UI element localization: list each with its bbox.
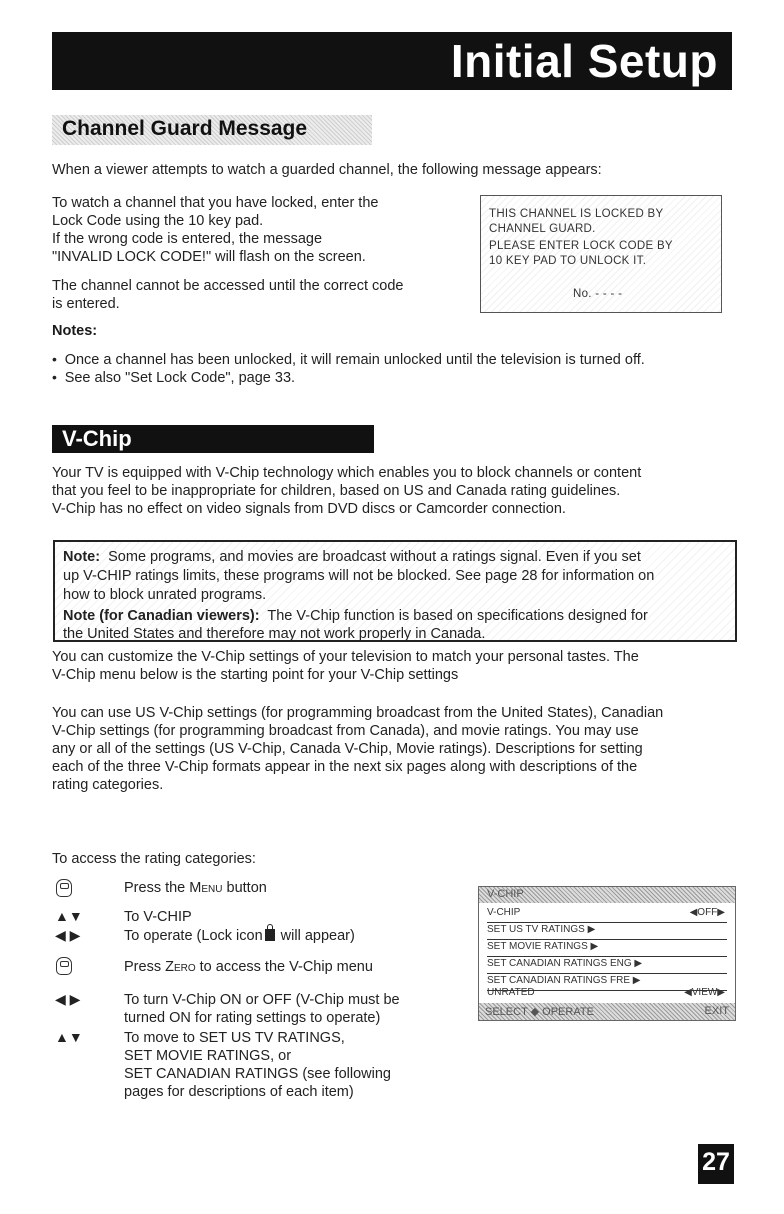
menu-title: V-CHIP: [487, 888, 524, 900]
step-press-zero: Press Zero to access the V-Chip menu: [124, 959, 373, 975]
message-line: 10 KEY PAD TO UNLOCK IT.: [489, 255, 647, 267]
canadian-note-line: Note (for Canadian viewers): The V-Chip function is based on specifications designed for: [63, 608, 648, 624]
menu-row-unrated[interactable]: UNRATED ◀VIEW▶: [487, 987, 725, 998]
menu-row-canadian-fre[interactable]: SET CANADIAN RATINGS FRE ▶: [487, 975, 727, 991]
vchip-note-box: [53, 540, 737, 642]
left-right-arrows-icon: ◀ ▶: [55, 927, 81, 943]
vchip-para2-line: You can use US V-Chip settings (for programming broadcast from the United States), Canadian: [52, 705, 664, 721]
menu-row-movie-ratings[interactable]: SET MOVIE RATINGS ▶: [487, 941, 727, 957]
step-move-line: SET CANADIAN RATINGS (see following: [124, 1066, 391, 1082]
canadian-note-line: the United States and therefore may not work properly in Canada.: [63, 626, 486, 642]
cg-body-line-3: If the wrong code is entered, the message: [52, 231, 323, 247]
note-line: how to block unrated programs.: [63, 587, 267, 603]
access-intro: To access the rating categories:: [52, 851, 256, 867]
channel-guard-intro: When a viewer attempts to watch a guarded channel, the following message appears:: [52, 162, 602, 178]
vchip-intro-line: Your TV is equipped with V-Chip technology which enables you to block channels or content: [52, 465, 642, 481]
vchip-para2-line: V-Chip settings (for programming broadcast from Canada), and movie ratings. You may use: [52, 723, 639, 739]
menu-row-us-tv-ratings[interactable]: SET US TV RATINGS ▶: [487, 924, 727, 940]
step-to-vchip: To V-CHIP: [124, 909, 192, 925]
up-down-arrows-icon: ▲▼: [55, 1029, 83, 1045]
page-title: Initial Setup: [450, 35, 718, 87]
step-move-line: SET MOVIE RATINGS, or: [124, 1048, 292, 1064]
note-item: • Once a channel has been unlocked, it will remain unlocked until the television is turned off.: [52, 351, 645, 368]
step-press-menu: Press the Menu button: [124, 880, 267, 896]
menu-footer: [479, 1003, 735, 1020]
channel-guard-heading: Channel Guard Message: [62, 117, 308, 140]
menu-row-vchip[interactable]: V-CHIP ◀OFF▶: [487, 907, 727, 923]
menu-footer-select: SELECT ◆ OPERATE: [485, 1006, 594, 1018]
remote-icon: [56, 879, 72, 897]
bullet: •: [52, 369, 65, 385]
left-right-arrows-icon: ◀ ▶: [55, 991, 81, 1007]
remote-icon: [56, 957, 72, 975]
message-line: PLEASE ENTER LOCK CODE BY: [489, 240, 673, 252]
vchip-intro-line: V-Chip has no effect on video signals from DVD discs or Camcorder connection.: [52, 501, 566, 517]
channel-guard-heading-bar: [52, 115, 372, 145]
vchip-para2-line: rating categories.: [52, 777, 164, 793]
message-line: CHANNEL GUARD.: [489, 223, 596, 235]
vchip-heading: V-Chip: [62, 426, 132, 451]
vchip-para1-line: V-Chip menu below is the starting point for your V-Chip settings: [52, 667, 459, 683]
page-number-box: [698, 1144, 734, 1184]
lock-icon: [265, 929, 275, 941]
cg-body-line-4: "INVALID LOCK CODE!" will flash on the screen.: [52, 249, 366, 265]
note-line: up V-CHIP ratings limits, these programs will not be blocked. See page 28 for information on: [63, 568, 655, 584]
notes-label: Notes:: [52, 323, 98, 339]
menu-footer-exit: EXIT: [704, 1005, 729, 1017]
vchip-heading-bar: [52, 425, 374, 453]
cg-body-line-2: Lock Code using the 10 key pad.: [52, 213, 264, 229]
up-down-arrows-icon: ▲▼: [55, 908, 83, 924]
page-number: 27: [702, 1148, 730, 1176]
step-move-line: pages for descriptions of each item): [124, 1084, 354, 1100]
note-label: Note:: [63, 549, 101, 565]
note-item: • See also "Set Lock Code", page 33.: [52, 369, 296, 386]
step-turn-on-off: To turn V-Chip ON or OFF (V-Chip must be: [124, 992, 400, 1008]
menu-row-canadian-eng[interactable]: SET CANADIAN RATINGS ENG ▶: [487, 958, 727, 974]
menu-header: [479, 887, 735, 903]
note-line: Note: Some programs, and movies are broadcast without a ratings signal. Even if you set: [63, 549, 641, 565]
vchip-para2-line: any or all of the settings (US V-Chip, Canada V-Chip, Movie ratings). Descriptions for setting: [52, 741, 643, 757]
lock-code-entry: No. - - - -: [573, 288, 623, 300]
cg-body-line-5: The channel cannot be accessed until the correct code: [52, 278, 404, 294]
header-banner: [52, 32, 732, 90]
bullet: •: [52, 351, 65, 367]
step-operate: To operate (Lock icon will appear): [124, 928, 355, 944]
vchip-para1-line: You can customize the V-Chip settings of your television to match your personal tastes. The: [52, 649, 639, 665]
vchip-intro-line: that you feel to be inappropriate for children, based on US and Canada rating guidelines.: [52, 483, 621, 499]
step-move-line: To move to SET US TV RATINGS,: [124, 1030, 345, 1046]
vchip-menu-screen: [478, 886, 736, 1021]
cg-body-line-6: is entered.: [52, 296, 120, 312]
vchip-para2-line: each of the three V-Chip formats appear in the next six pages along with descriptions of the: [52, 759, 638, 775]
canadian-note-label: Note (for Canadian viewers):: [63, 608, 260, 624]
message-line: THIS CHANNEL IS LOCKED BY: [489, 208, 664, 220]
cg-body-line-1: To watch a channel that you have locked, enter the: [52, 195, 379, 211]
step-turn-on-off-cont: turned ON for rating settings to operate): [124, 1010, 381, 1026]
locked-channel-message-box: [480, 195, 722, 313]
